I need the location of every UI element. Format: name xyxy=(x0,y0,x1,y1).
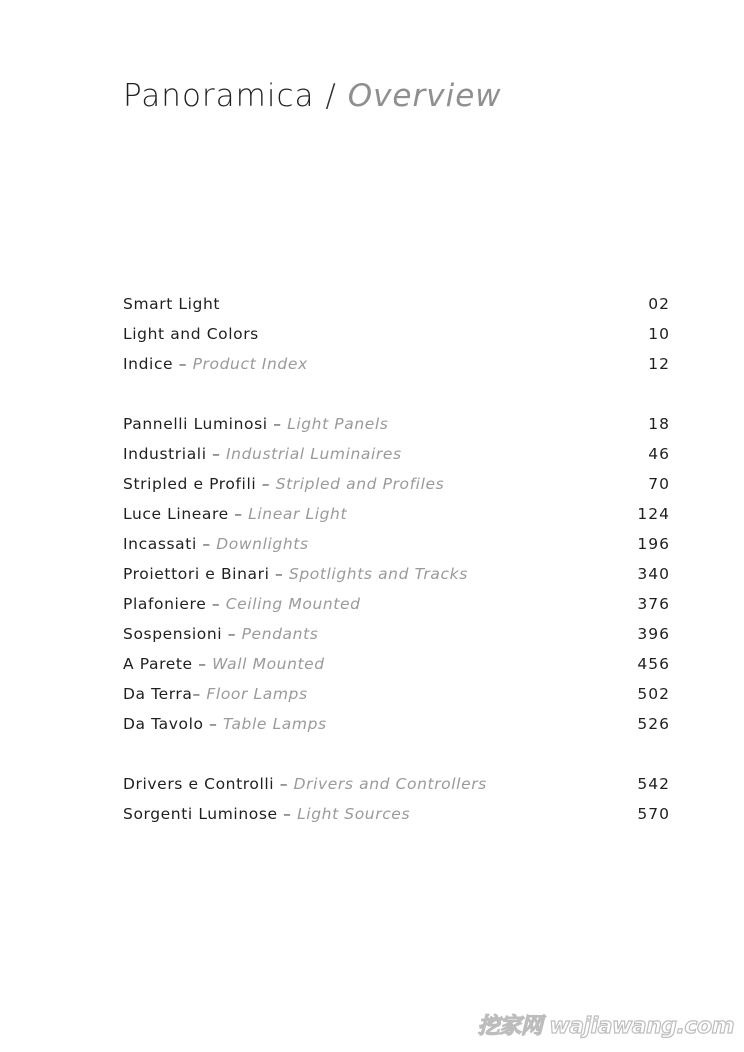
toc-group xyxy=(123,409,670,739)
toc-entry-english: Ceiling Mounted xyxy=(225,595,361,613)
toc-entry[interactable] xyxy=(123,559,670,589)
toc-entry-title xyxy=(123,295,220,313)
toc-entry-separator: – xyxy=(192,655,213,673)
toc-entry-italian: Luce Lineare xyxy=(123,505,229,523)
toc-entry-italian: Indice xyxy=(123,355,174,373)
toc-entry-english: Table Lamps xyxy=(223,715,327,733)
toc-entry-page-number: 376 xyxy=(637,595,670,613)
toc-entry-italian: Light and Colors xyxy=(123,325,259,343)
page-title-separator: / xyxy=(325,78,337,114)
toc-entry-page-number: 02 xyxy=(648,295,670,313)
toc-entry-page-number: 70 xyxy=(648,475,670,493)
toc-entry[interactable] xyxy=(123,799,670,829)
toc-entry-separator: – xyxy=(192,685,207,703)
toc-entry-english: Light Sources xyxy=(297,805,411,823)
toc-entry-title xyxy=(123,805,410,823)
toc-entry-italian: Smart Light xyxy=(123,295,221,313)
page-title-english: Overview xyxy=(347,78,502,114)
toc-entry-title xyxy=(123,415,388,433)
toc-entry-separator: – xyxy=(173,355,193,373)
toc-entry-page-number: 396 xyxy=(637,625,670,643)
toc-entry-page-number: 46 xyxy=(648,445,670,463)
toc-entry-title xyxy=(123,535,309,553)
toc-group xyxy=(123,289,670,379)
toc-entry[interactable] xyxy=(123,469,670,499)
toc-entry-page-number: 502 xyxy=(637,685,670,703)
toc-entry-title xyxy=(123,655,325,673)
toc-entry[interactable] xyxy=(123,409,670,439)
toc-entry-separator: – xyxy=(269,565,289,583)
toc-entry-page-number: 456 xyxy=(637,655,670,673)
toc-entry-separator: – xyxy=(277,805,298,823)
toc-entry-separator: – xyxy=(274,775,294,793)
toc-entry-title xyxy=(123,565,468,583)
toc-entry-italian: Drivers e Controlli xyxy=(123,775,275,793)
toc-entry[interactable] xyxy=(123,439,670,469)
toc-entry-page-number: 340 xyxy=(637,565,670,583)
toc-entry-page-number: 12 xyxy=(648,355,670,373)
toc-entry[interactable] xyxy=(123,769,670,799)
toc-entry-english: Pendants xyxy=(241,625,319,643)
table-of-contents xyxy=(123,289,670,829)
toc-entry-page-number: 124 xyxy=(637,505,670,523)
toc-entry[interactable] xyxy=(123,619,670,649)
toc-entry-page-number: 542 xyxy=(637,775,670,793)
toc-entry-italian: Sorgenti Luminose xyxy=(123,805,278,823)
toc-entry-italian: Da Tavolo xyxy=(123,715,204,733)
toc-entry-italian: Industriali xyxy=(123,445,207,463)
toc-entry-english: Spotlights and Tracks xyxy=(288,565,468,583)
toc-entry-italian: Plafoniere xyxy=(123,595,207,613)
toc-entry-page-number: 570 xyxy=(637,805,670,823)
toc-entry-english: Light Panels xyxy=(287,415,389,433)
toc-entry-english: Linear Light xyxy=(248,505,348,523)
toc-entry-separator: – xyxy=(256,475,276,493)
toc-entry-italian: Pannelli Luminosi xyxy=(123,415,268,433)
toc-entry-separator: – xyxy=(228,505,249,523)
toc-entry-italian: Proiettori e Binari xyxy=(123,565,270,583)
toc-entry-separator: – xyxy=(196,535,217,553)
toc-entry-italian: A Parete xyxy=(123,655,193,673)
toc-entry-title xyxy=(123,505,347,523)
toc-entry-page-number: 18 xyxy=(648,415,670,433)
toc-entry-separator: – xyxy=(267,415,288,433)
toc-entry-english: Product Index xyxy=(192,355,308,373)
toc-entry-title xyxy=(123,595,361,613)
toc-entry-title xyxy=(123,445,402,463)
toc-entry-title xyxy=(123,475,444,493)
toc-entry[interactable] xyxy=(123,649,670,679)
toc-entry[interactable] xyxy=(123,289,670,319)
page-title-italian: Panoramica xyxy=(123,78,315,114)
toc-entry-english: Industrial Luminaires xyxy=(226,445,402,463)
toc-entry-title xyxy=(123,775,487,793)
watermark: 挖家网 wajiawang.com xyxy=(477,1014,734,1039)
toc-entry-italian: Sospensioni xyxy=(123,625,223,643)
toc-entry-italian: Incassati xyxy=(123,535,197,553)
toc-entry-english: Downlights xyxy=(216,535,309,553)
toc-entry-separator: – xyxy=(203,715,224,733)
toc-entry-separator: – xyxy=(206,595,226,613)
toc-entry-title xyxy=(123,625,318,643)
toc-group xyxy=(123,769,670,829)
toc-entry-separator: – xyxy=(206,445,227,463)
toc-entry[interactable] xyxy=(123,709,670,739)
toc-entry-page-number: 10 xyxy=(648,325,670,343)
toc-entry-english: Wall Mounted xyxy=(212,655,325,673)
toc-entry-title xyxy=(123,325,259,343)
toc-entry[interactable] xyxy=(123,589,670,619)
toc-entry[interactable] xyxy=(123,679,670,709)
toc-entry-italian: Da Terra xyxy=(123,685,193,703)
toc-entry-english: Drivers and Controllers xyxy=(293,775,487,793)
toc-entry[interactable] xyxy=(123,349,670,379)
toc-entry-english: Stripled and Profiles xyxy=(275,475,445,493)
toc-entry-title xyxy=(123,715,327,733)
toc-entry-title xyxy=(123,355,308,373)
toc-entry[interactable] xyxy=(123,319,670,349)
toc-entry-title xyxy=(123,685,308,703)
toc-entry-italian: Stripled e Profili xyxy=(123,475,257,493)
toc-entry-separator: – xyxy=(222,625,242,643)
toc-entry-page-number: 526 xyxy=(637,715,670,733)
page-title xyxy=(123,78,502,114)
toc-entry[interactable] xyxy=(123,499,670,529)
toc-entry-english: Floor Lamps xyxy=(206,685,308,703)
toc-entry[interactable] xyxy=(123,529,670,559)
toc-entry-page-number: 196 xyxy=(637,535,670,553)
